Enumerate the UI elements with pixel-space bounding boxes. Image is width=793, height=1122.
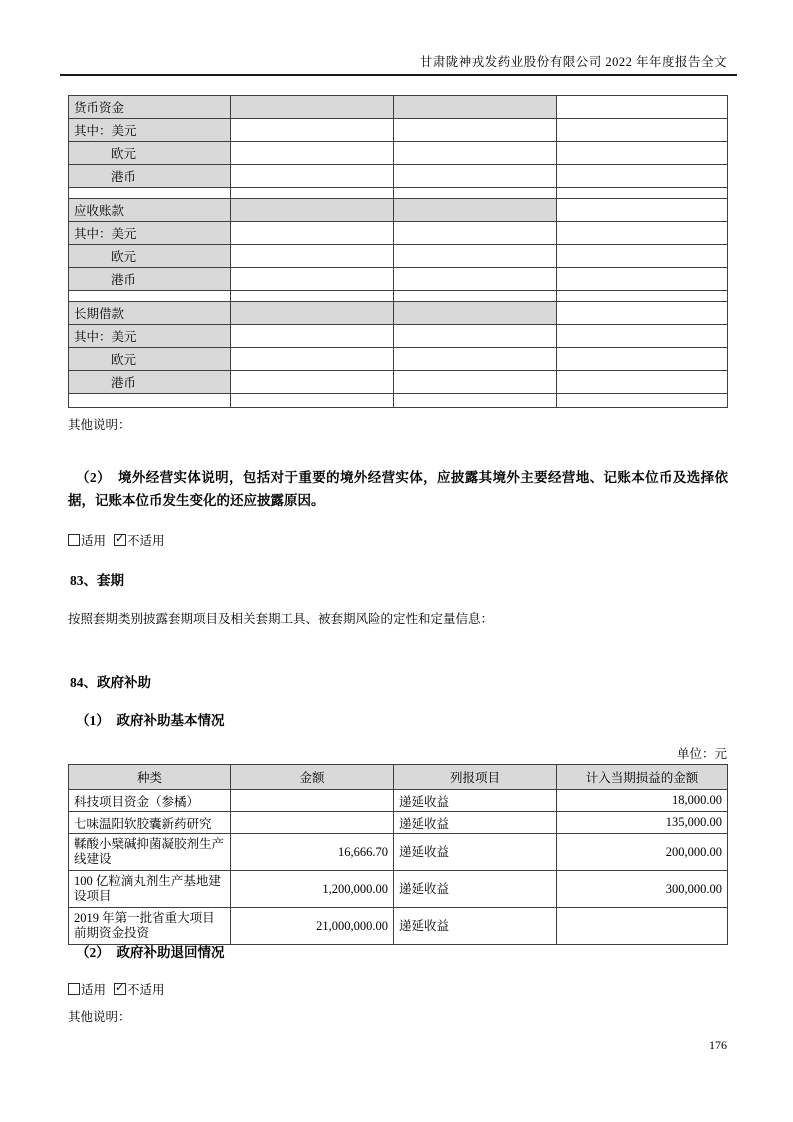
cell: [394, 96, 557, 119]
cell: [557, 119, 728, 142]
cell: [557, 325, 728, 348]
cell: [231, 291, 394, 302]
table-row: [69, 165, 728, 188]
cell-kind: 鞣酸小檗碱抑菌凝胶剂生产线建设: [69, 834, 231, 871]
unit-label: 单位：元: [676, 747, 727, 761]
cell: [394, 165, 557, 188]
cell: [557, 394, 728, 408]
cell: [557, 348, 728, 371]
table-row: [69, 302, 728, 325]
report-header-title: 甘肃陇神戎发药业股份有限公司 2022 年年度报告全文: [419, 55, 727, 69]
page-number: 176: [709, 1038, 727, 1052]
table-row: [69, 812, 728, 834]
cell: [557, 268, 728, 291]
applicable-label: 适用: [81, 983, 107, 997]
section-84-2-heading: （2） 政府补助退回情况: [76, 945, 225, 960]
applicability-row: [68, 531, 165, 549]
spacer-row: [69, 188, 728, 199]
cell-item: 递延收益: [394, 812, 557, 834]
cell: [394, 302, 557, 325]
cell-item: 递延收益: [394, 834, 557, 871]
cell-pnl: 200,000.00: [557, 834, 728, 871]
checkbox-unchecked-icon: [68, 983, 80, 995]
cell-pnl: 300,000.00: [557, 871, 728, 908]
table-row: [69, 371, 728, 394]
table-row: [69, 268, 728, 291]
overseas-entity-heading: （2） 境外经营实体说明，包括对于重要的境外经营实体，应披露其境外主要经营地、记账本位币及选择依据，记账本位币发生变化的还应披露原因。: [68, 470, 728, 508]
cell-kind: 2019 年第一批省重大项目前期资金投资: [69, 908, 231, 945]
cell: [557, 96, 728, 119]
header-rule: [60, 74, 737, 76]
cell-pnl: 18,000.00: [557, 790, 728, 812]
checkbox-checked-icon: ✓: [115, 981, 125, 994]
cell: [394, 325, 557, 348]
cell-pnl: [557, 908, 728, 945]
government-subsidy-table: [68, 764, 728, 945]
cell: [69, 188, 231, 199]
column-header-amount: 金额: [231, 765, 394, 790]
cell: [394, 371, 557, 394]
table-row: [69, 348, 728, 371]
cell: [557, 199, 728, 222]
applicability-row: [68, 980, 165, 998]
table-row: [69, 325, 728, 348]
row-label: 港币: [69, 371, 231, 394]
cell-kind: 七味温阳软胶囊新药研究: [69, 812, 231, 834]
column-header-pnl: 计入当期损益的金额: [557, 765, 728, 790]
cell-amount: 21,000,000.00: [231, 908, 394, 945]
not-applicable-label: 不适用: [127, 983, 165, 997]
table-row: [69, 908, 728, 945]
cell: [231, 245, 394, 268]
row-label: 其中：美元: [69, 119, 231, 142]
checkbox-checked-icon: ✓: [115, 532, 125, 545]
table-header-row: [69, 765, 728, 790]
row-label: 欧元: [69, 245, 231, 268]
cell: [231, 142, 394, 165]
row-label: 港币: [69, 268, 231, 291]
row-label: 长期借款: [69, 302, 231, 325]
cell: [231, 371, 394, 394]
cell: [231, 222, 394, 245]
column-header-item: 列报项目: [394, 765, 557, 790]
cell: [231, 119, 394, 142]
row-label: 其中：美元: [69, 325, 231, 348]
column-header-kind: 种类: [69, 765, 231, 790]
checkbox-unchecked-icon: [68, 534, 80, 546]
cell: [557, 188, 728, 199]
row-label: 欧元: [69, 348, 231, 371]
cell: [557, 222, 728, 245]
cell: [394, 199, 557, 222]
cell-kind: 科技项目资金（参橘）: [69, 790, 231, 812]
cell: [394, 245, 557, 268]
cell: [231, 188, 394, 199]
cell-item: 递延收益: [394, 871, 557, 908]
not-applicable-label: 不适用: [127, 534, 165, 548]
cell: [231, 199, 394, 222]
table-row: [69, 834, 728, 871]
cell: [557, 291, 728, 302]
row-label: 其中：美元: [69, 222, 231, 245]
other-note: 其他说明：: [68, 418, 131, 432]
applicable-label: 适用: [81, 534, 107, 548]
cell: [231, 348, 394, 371]
cell-item: 递延收益: [394, 790, 557, 812]
cell-amount: 1,200,000.00: [231, 871, 394, 908]
cell: [69, 291, 231, 302]
table-row: [69, 96, 728, 119]
cell: [231, 325, 394, 348]
spacer-row: [69, 291, 728, 302]
cell-item: 递延收益: [394, 908, 557, 945]
row-label: 欧元: [69, 142, 231, 165]
foreign-currency-table: [68, 95, 728, 408]
table-row: [69, 871, 728, 908]
section-83-heading: 83、套期: [70, 573, 124, 588]
section-84-1-heading: （1） 政府补助基本情况: [76, 713, 225, 728]
cell: [231, 165, 394, 188]
table-row: [69, 199, 728, 222]
cell: [394, 348, 557, 371]
cell: [231, 268, 394, 291]
cell: [394, 291, 557, 302]
table-row: [69, 790, 728, 812]
row-label: 应收账款: [69, 199, 231, 222]
table-row: [69, 222, 728, 245]
table-row: [69, 119, 728, 142]
row-label: 港币: [69, 165, 231, 188]
cell-amount: 16,666.70: [231, 834, 394, 871]
cell-kind: 100 亿粒滴丸剂生产基地建设项目: [69, 871, 231, 908]
cell: [394, 222, 557, 245]
cell: [557, 165, 728, 188]
spacer-row: [69, 394, 728, 408]
cell: [231, 394, 394, 408]
cell: [394, 188, 557, 199]
cell: [557, 302, 728, 325]
cell: [231, 302, 394, 325]
other-note: 其他说明：: [68, 1010, 131, 1024]
cell-amount: [231, 812, 394, 834]
cell: [394, 394, 557, 408]
cell: [557, 245, 728, 268]
cell: [69, 394, 231, 408]
cell: [231, 96, 394, 119]
section-84-heading: 84、政府补助: [70, 675, 151, 690]
cell: [557, 142, 728, 165]
cell: [394, 268, 557, 291]
cell: [394, 142, 557, 165]
table-row: [69, 142, 728, 165]
cell-pnl: 135,000.00: [557, 812, 728, 834]
table-row: [69, 245, 728, 268]
cell: [557, 371, 728, 394]
row-label: 货币资金: [69, 96, 231, 119]
cell: [394, 119, 557, 142]
cell-amount: [231, 790, 394, 812]
section-83-paragraph: 按照套期类别披露套期项目及相关套期工具、被套期风险的定性和定量信息：: [68, 612, 494, 626]
